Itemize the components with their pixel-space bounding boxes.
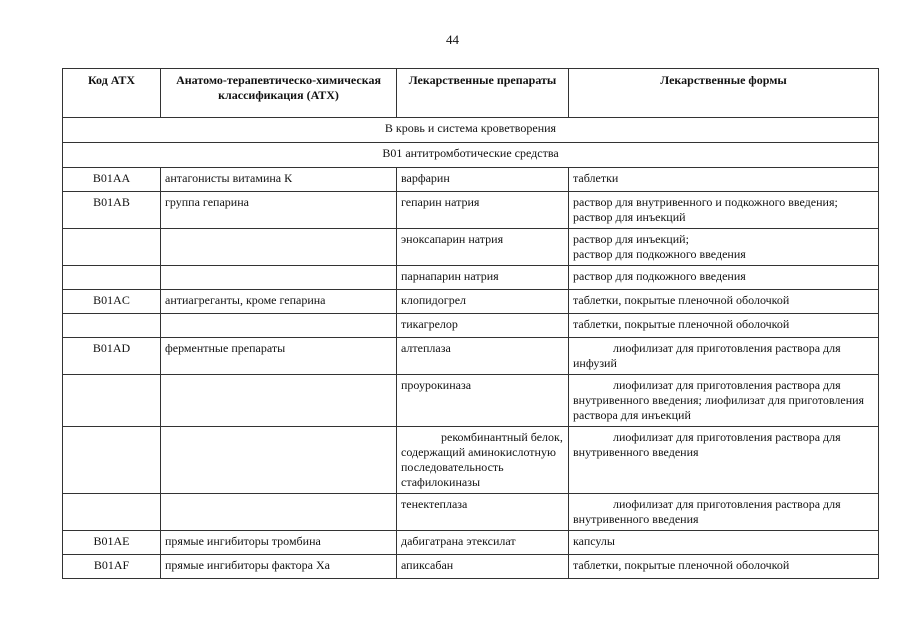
table-header-row: [63, 69, 879, 118]
cell-class: антагонисты витамина К: [161, 168, 397, 192]
cell-form: капсулы: [569, 531, 879, 555]
cell-code: B01AE: [63, 531, 161, 555]
section-group-b01: B01 антитромботические средства: [63, 143, 879, 168]
cell-form: лиофилизат для приготовления раствора для внутривенного введения; лиофилизат для приготовления раствора для инъекций: [569, 375, 879, 427]
cell-drug: алтеплаза: [397, 338, 569, 375]
page-number: 44: [446, 32, 459, 47]
cell-class: группа гепарина: [161, 192, 397, 229]
cell-drug: парнапарин натрия: [397, 266, 569, 290]
table-row: [63, 427, 879, 494]
cell-code: [63, 494, 161, 531]
cell-drug: клопидогрел: [397, 290, 569, 314]
cell-drug: проурокиназа: [397, 375, 569, 427]
cell-code: [63, 229, 161, 266]
table-row: [63, 192, 879, 229]
cell-drug: дабигатрана этексилат: [397, 531, 569, 555]
cell-code: B01AB: [63, 192, 161, 229]
table-row: [63, 290, 879, 314]
cell-drug: варфарин: [397, 168, 569, 192]
cell-class: антиагреганты, кроме гепарина: [161, 290, 397, 314]
section-row: [63, 143, 879, 168]
table-row: [63, 555, 879, 579]
cell-code: B01AC: [63, 290, 161, 314]
header-code: Код АТХ: [63, 69, 161, 118]
cell-form: лиофилизат для приготовления раствора для внутривенного введения: [569, 427, 879, 494]
cell-drug: рекомбинантный белок, содержащий аминокислотную последовательность стафилокиназы: [397, 427, 569, 494]
header-forms: Лекарственные формы: [569, 69, 879, 118]
cell-code: [63, 314, 161, 338]
cell-form: раствор для внутривенного и подкожного введения; раствор для инъекций: [569, 192, 879, 229]
cell-class: [161, 314, 397, 338]
cell-class: [161, 494, 397, 531]
cell-class: [161, 229, 397, 266]
table-row: [63, 314, 879, 338]
table-row: [63, 338, 879, 375]
cell-form: лиофилизат для приготовления раствора для внутривенного введения: [569, 494, 879, 531]
atx-table: [62, 68, 879, 579]
cell-form: раствор для инъекций; раствор для подкожного введения: [569, 229, 879, 266]
table-row: [63, 494, 879, 531]
table-row: [63, 266, 879, 290]
table-row: [63, 375, 879, 427]
table-row: [63, 229, 879, 266]
cell-class: [161, 375, 397, 427]
table-row: [63, 168, 879, 192]
cell-drug: гепарин натрия: [397, 192, 569, 229]
cell-drug: эноксапарин натрия: [397, 229, 569, 266]
cell-class: прямые ингибиторы фактора Ха: [161, 555, 397, 579]
section-row: [63, 118, 879, 143]
cell-form: таблетки, покрытые пленочной оболочкой: [569, 314, 879, 338]
cell-drug: тенектеплаза: [397, 494, 569, 531]
cell-form: лиофилизат для приготовления раствора для инфузий: [569, 338, 879, 375]
cell-class: [161, 427, 397, 494]
table-row: [63, 531, 879, 555]
cell-code: [63, 375, 161, 427]
cell-code: [63, 266, 161, 290]
cell-code: B01AA: [63, 168, 161, 192]
cell-drug: тикагрелор: [397, 314, 569, 338]
cell-form: таблетки, покрытые пленочной оболочкой: [569, 290, 879, 314]
section-group-b: В кровь и система кроветворения: [63, 118, 879, 143]
header-drugs: Лекарственные препараты: [397, 69, 569, 118]
cell-form: таблетки, покрытые пленочной оболочкой: [569, 555, 879, 579]
cell-class: ферментные препараты: [161, 338, 397, 375]
cell-class: [161, 266, 397, 290]
cell-form: раствор для подкожного введения: [569, 266, 879, 290]
cell-form: таблетки: [569, 168, 879, 192]
cell-drug: апиксабан: [397, 555, 569, 579]
cell-code: [63, 427, 161, 494]
header-classification: Анатомо-терапевтическо-химическая классификация (АТХ): [161, 69, 397, 118]
cell-class: прямые ингибиторы тромбина: [161, 531, 397, 555]
cell-code: B01AD: [63, 338, 161, 375]
cell-code: B01AF: [63, 555, 161, 579]
